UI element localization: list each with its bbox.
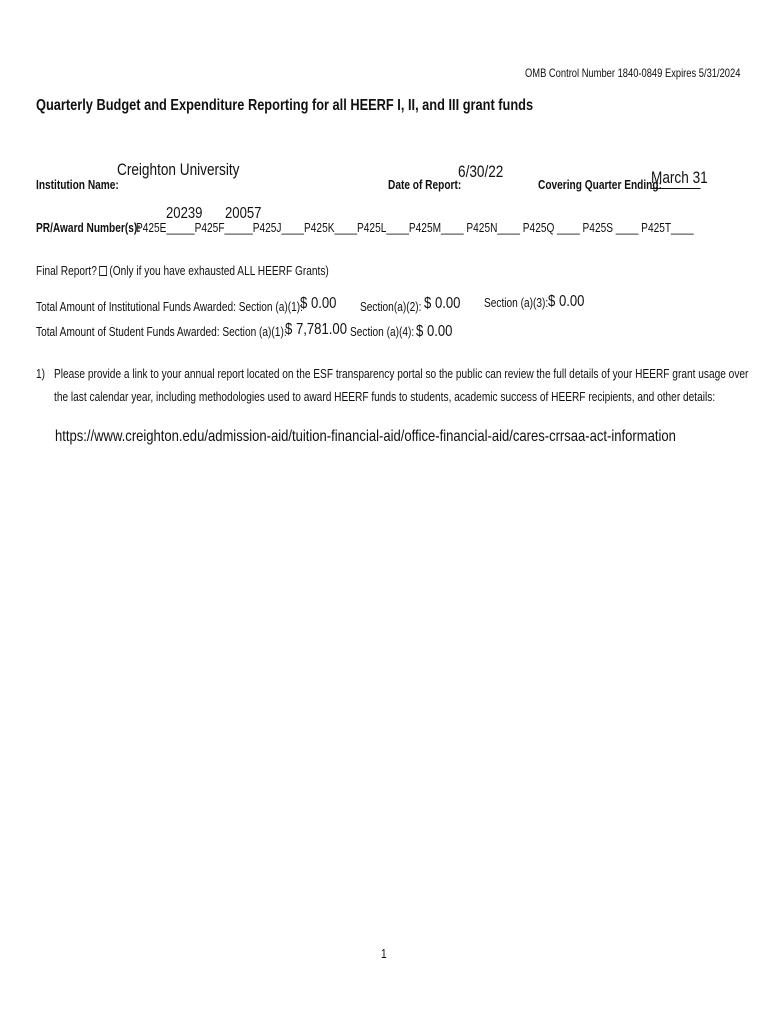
final-report-row [36, 263, 329, 278]
date-of-report-label: Date of Report: [388, 177, 462, 192]
student-funds-a1-value[interactable]: $ 7,781.00 [285, 321, 348, 338]
pr-award-line: P425E_____P425F_____P425J____P425K____P425L____P425M____ P425N____ P425Q ____ P425S ____ P425T____ [136, 220, 694, 235]
final-report-label: Final Report? [36, 263, 97, 278]
student-funds-label: Total Amount of Student Funds Awarded: Section (a)(1): [36, 324, 287, 339]
page-title: Quarterly Budget and Expenditure Reporting for all HEERF I, II, and III grant funds [36, 97, 534, 114]
covering-quarter-label: Covering Quarter Ending: [538, 177, 662, 192]
section-a2-value[interactable]: $ 0.00 [424, 295, 461, 312]
section-a3-value[interactable]: $ 0.00 [548, 293, 585, 310]
pr-award-label: PR/Award Number(s): [36, 220, 141, 235]
question-1-answer-link[interactable]: https://www.creighton.edu/admission-aid/tuition-financial-aid/office-financial-aid/cares-crrsaa-act-information [55, 428, 676, 445]
final-report-note: (Only if you have exhausted ALL HEERF Grants) [109, 263, 329, 278]
pr-award-p425e-value[interactable]: 20239 [166, 205, 203, 222]
section-a4-value[interactable]: $ 0.00 [416, 323, 453, 340]
pr-award-p425f-value[interactable]: 20057 [225, 205, 262, 222]
section-a2-label: Section(a)(2): [360, 299, 422, 314]
question-1-text-line2: the last calendar year, including methodologies used to award HEERF funds to students, academic success of HEERF recipients, and other details: [54, 389, 716, 404]
omb-control-number: OMB Control Number 1840-0849 Expires 5/31/2024 [525, 66, 741, 80]
institution-name-label: Institution Name: [36, 177, 119, 192]
institution-name-value[interactable]: Creighton University [117, 160, 240, 179]
institutional-funds-label: Total Amount of Institutional Funds Awarded: Section (a)(1): [36, 299, 303, 314]
covering-quarter-value[interactable]: March 31 [651, 168, 708, 187]
date-of-report-value[interactable]: 6/30/22 [458, 162, 504, 181]
question-1-number: 1) [36, 366, 46, 381]
final-report-checkbox[interactable] [99, 266, 107, 276]
section-a3-label: Section (a)(3): [484, 295, 549, 310]
section-a4-label: Section (a)(4): [350, 324, 415, 339]
page-number: 1 [381, 946, 387, 961]
institutional-funds-a1-value[interactable]: $ 0.00 [300, 295, 337, 312]
question-1-text-line1: Please provide a link to your annual report located on the ESF transparency portal so the public can review the full details of your HEERF grant usage over [54, 366, 749, 381]
